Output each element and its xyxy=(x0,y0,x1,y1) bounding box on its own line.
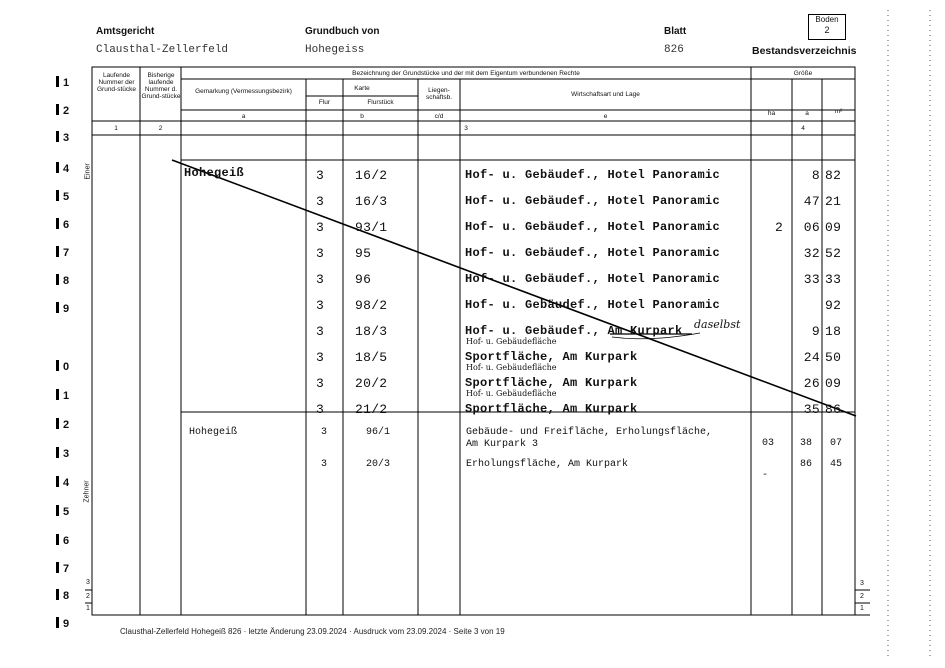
cell-lage: Hof- u. Gebäudef., Hotel Panoramic xyxy=(465,246,721,260)
size-header: Größe xyxy=(793,70,813,77)
a-header: a xyxy=(805,110,809,117)
cell-a: 24 xyxy=(803,350,820,365)
cell-flurstueck: 16/2 xyxy=(355,168,388,183)
cell-a: 9 xyxy=(811,324,820,339)
main-title-header: Bezeichnung der Grundstücke und der mit dem Eigentum verbundenen Rechte xyxy=(352,70,580,77)
sub-b: b xyxy=(360,113,364,120)
cell-flurstueck: 18/3 xyxy=(355,324,388,339)
row-marker-icon xyxy=(56,104,59,115)
cell-m2: 21 xyxy=(825,194,842,209)
cell-lage-line2: Am Kurpark 3 xyxy=(466,439,539,450)
cell-m2: 18 xyxy=(825,324,842,339)
col1-header: Laufende Nummer der Grund-stücke xyxy=(96,72,137,93)
cell-lage: Sportfläche, Am Kurpark xyxy=(465,376,638,390)
cell-flurstueck: 16/3 xyxy=(355,194,388,209)
row-marker-icon xyxy=(56,534,59,545)
cell-flur: 3 xyxy=(321,459,328,470)
row-number-label: 1 xyxy=(63,390,70,402)
cell-a: 06 xyxy=(803,220,820,235)
cell-flurstueck: 20/2 xyxy=(355,376,388,391)
row-marker-icon xyxy=(56,76,59,87)
row-marker-icon xyxy=(56,476,59,487)
cell-m2: 09 xyxy=(825,220,842,235)
einer-label: Einer xyxy=(84,163,92,180)
num1: 1 xyxy=(114,125,118,132)
cell-lage: Hof- u. Gebäudef., Hotel Panoramic xyxy=(465,298,721,312)
cell-a: 86 xyxy=(800,459,813,470)
col2-header: Bisherige laufende Nummer d. Grund-stücke xyxy=(141,72,181,100)
cell-handwritten-note: daselbst xyxy=(694,318,741,331)
row-number xyxy=(56,617,69,630)
row-number xyxy=(56,104,69,117)
cell-flurstueck: 21/2 xyxy=(355,402,388,417)
row-number-label: 5 xyxy=(63,191,70,203)
row-number-label: 7 xyxy=(63,247,70,259)
wirtschaftsart-header: Wirtschaftsart und Lage xyxy=(571,91,640,98)
cell-flur: 3 xyxy=(316,272,325,287)
row-marker-icon xyxy=(56,162,59,173)
row-number xyxy=(56,389,69,402)
mark-right-2: 2 xyxy=(860,593,864,600)
cell-flurstueck: 93/1 xyxy=(355,220,388,235)
num3: 3 xyxy=(464,125,468,132)
bogen-value: 2 xyxy=(824,25,830,35)
row-number-label: 9 xyxy=(63,618,70,630)
cell-ha: 03 xyxy=(762,438,775,449)
row-number xyxy=(56,218,69,231)
cell-flur: 3 xyxy=(316,168,325,183)
gemarkung-header: Gemarkung (Vermessungsbezirk) xyxy=(195,88,292,95)
row-number-label: 6 xyxy=(63,219,70,231)
cell-flur: 3 xyxy=(316,220,325,235)
cell-flur: 3 xyxy=(316,402,325,417)
blatt-value: 826 xyxy=(664,44,684,56)
row-marker-icon xyxy=(56,246,59,257)
row-number-label: 6 xyxy=(63,535,70,547)
flurstueck-header: Flurstück xyxy=(367,99,394,106)
cell-lage: Hof- u. Gebäudef., Hotel Panoramic xyxy=(465,220,721,234)
cell-flurstueck: 96/1 xyxy=(366,427,391,438)
row-marker-icon xyxy=(56,418,59,429)
blatt-label: Blatt xyxy=(664,26,687,37)
cell-lage: Hof- u. Gebäudef., Hotel Panoramic xyxy=(465,272,721,286)
grundbuch-label: Grundbuch von xyxy=(305,26,380,37)
row-number-label: 3 xyxy=(63,132,70,144)
cell-m2: 09 xyxy=(825,376,842,391)
m2-header: m² xyxy=(834,108,843,115)
cell-lage-previous: Hof- u. Gebäudefläche xyxy=(466,363,557,372)
cell-flurstueck: 95 xyxy=(355,246,372,261)
sub-a: a xyxy=(241,113,246,120)
row-number xyxy=(56,562,69,575)
cell-ha: 2 xyxy=(775,220,784,235)
row-number xyxy=(56,476,69,489)
amtsgericht-value: Clausthal-Zellerfeld xyxy=(96,44,229,56)
row-marker-icon xyxy=(56,617,59,628)
row-number xyxy=(56,162,69,175)
cell-a: 38 xyxy=(800,438,813,449)
cell-lage-previous: Hof- u. Gebäudefläche xyxy=(466,337,557,346)
sub-cd: c/d xyxy=(434,113,444,120)
row-number xyxy=(56,76,69,89)
row-number xyxy=(56,246,69,259)
row-number-label: 7 xyxy=(63,563,70,575)
karte-header: Karte xyxy=(354,85,370,92)
cell-a: 33 xyxy=(803,272,820,287)
row-marker-icon xyxy=(56,302,59,313)
cell-flurstueck: 18/5 xyxy=(355,350,388,365)
cell-lage: Erholungsfläche, Am Kurpark xyxy=(466,459,629,470)
cell-m2: 07 xyxy=(830,438,843,449)
row-number-label: 2 xyxy=(63,419,70,431)
mark-left-2: 2 xyxy=(86,593,90,600)
cell-m2: 33 xyxy=(825,272,842,287)
cell-m2: 92 xyxy=(825,298,842,313)
cell-m2: 50 xyxy=(825,350,842,365)
row-number xyxy=(56,589,69,602)
row-number-label: 9 xyxy=(63,303,70,315)
row-number-label: 4 xyxy=(63,163,70,175)
row-number-label: 0 xyxy=(63,361,70,373)
row-number xyxy=(56,302,69,315)
row-number xyxy=(56,274,69,287)
sub-e: e xyxy=(603,113,608,120)
row-marker-icon xyxy=(56,389,59,400)
cell-lage: Hof- u. Gebäudef., Hotel Panoramic xyxy=(465,194,721,208)
cell-flurstueck: 96 xyxy=(355,272,372,287)
section-title: Bestandsverzeichnis xyxy=(752,45,857,57)
flur-header: Flur xyxy=(318,99,331,106)
cell-lage: Sportfläche, Am Kurpark xyxy=(465,402,638,416)
row-marker-icon xyxy=(56,218,59,229)
cell-lage: Hof- u. Gebäudef., Hotel Panoramic xyxy=(465,168,721,182)
cell-m2: 82 xyxy=(825,168,842,183)
row-marker-icon xyxy=(56,562,59,573)
cell-a: 47 xyxy=(803,194,820,209)
row-number xyxy=(56,505,69,518)
row-marker-icon xyxy=(56,190,59,201)
cell-flurstueck: 20/3 xyxy=(366,459,391,470)
cell-lage: Gebäude- und Freifläche, Erholungsfläche, xyxy=(466,427,713,438)
cell-gemarkung: Hohegeiß xyxy=(189,427,238,438)
row-marker-icon xyxy=(56,589,59,600)
cell-a: 8 xyxy=(811,168,820,183)
mark-left-1: 1 xyxy=(86,605,90,612)
row-number-label: 5 xyxy=(63,506,70,518)
cell-a: 32 xyxy=(803,246,820,261)
cell-flur: 3 xyxy=(321,427,328,438)
ha-header: ha xyxy=(767,110,776,117)
row-number-label: 8 xyxy=(63,275,70,287)
cell-flur: 3 xyxy=(316,376,325,391)
cell-m2: 86 xyxy=(825,402,842,417)
mark-right-3: 3 xyxy=(860,580,864,587)
zehner-label: Zehner xyxy=(83,480,91,503)
row-number xyxy=(56,131,69,144)
row-marker-icon xyxy=(56,274,59,285)
cell-ha: - xyxy=(762,470,769,481)
mark-left-3: 3 xyxy=(86,579,90,586)
cell-flur: 3 xyxy=(316,246,325,261)
cell-flur: 3 xyxy=(316,194,325,209)
row-marker-icon xyxy=(56,505,59,516)
cell-lage: Sportfläche, Am Kurpark xyxy=(465,350,638,364)
row-number-label: 2 xyxy=(63,105,70,117)
cell-flur: 3 xyxy=(316,350,325,365)
row-number-label: 4 xyxy=(63,477,70,489)
cell-lage-previous: Hof- u. Gebäudefläche xyxy=(466,389,557,398)
row-number-label: 3 xyxy=(63,448,70,460)
row-marker-icon xyxy=(56,447,59,458)
mark-right-1: 1 xyxy=(860,605,864,612)
cell-flur: 3 xyxy=(316,324,325,339)
row-number xyxy=(56,534,69,547)
row-number xyxy=(56,447,69,460)
row-number xyxy=(56,360,69,373)
bogen-box xyxy=(808,14,846,40)
cell-flur: 3 xyxy=(316,298,325,313)
cell-a: 35 xyxy=(803,402,820,417)
cell-m2: 52 xyxy=(825,246,842,261)
row-marker-icon xyxy=(56,131,59,142)
bogen-label: Boden xyxy=(815,15,839,24)
row-marker-icon xyxy=(56,360,59,371)
row-number xyxy=(56,190,69,203)
cell-m2: 45 xyxy=(830,459,843,470)
row-number xyxy=(56,418,69,431)
cell-lage: Hof- u. Gebäudef., Am Kurpark xyxy=(465,324,683,338)
row-number-label: 1 xyxy=(63,77,70,89)
grundbuch-value: Hohegeiss xyxy=(305,44,365,56)
cell-a: 26 xyxy=(803,376,820,391)
num2: 2 xyxy=(158,125,163,132)
amtsgericht-label: Amtsgericht xyxy=(96,26,155,37)
row-number-label: 8 xyxy=(63,590,70,602)
footer-text: Clausthal-Zellerfeld Hohegeiß 826 · letzte Änderung 23.09.2024 · Ausdruck vom 23.09.2024 · Seite 3 von 19 xyxy=(120,627,505,636)
num4: 4 xyxy=(801,125,805,132)
cell-gemarkung: Hohegeiß xyxy=(184,166,245,180)
cell-flurstueck: 98/2 xyxy=(355,298,388,313)
liegenschaftsb-header: Liegen-schaftsb. xyxy=(425,87,452,101)
